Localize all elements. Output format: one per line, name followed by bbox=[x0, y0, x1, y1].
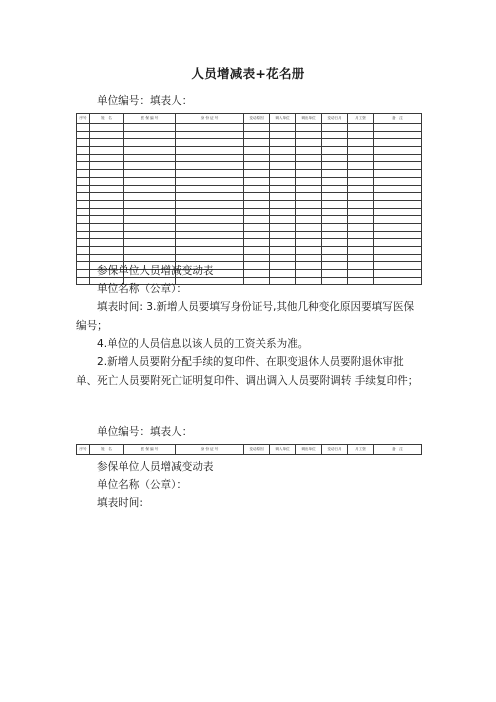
table-cell bbox=[348, 200, 374, 208]
table-cell bbox=[124, 177, 176, 185]
table-cell bbox=[348, 277, 374, 285]
table-cell bbox=[124, 185, 176, 193]
table-cell bbox=[176, 131, 244, 139]
table-cell bbox=[90, 170, 124, 178]
table-cell bbox=[296, 262, 322, 270]
table-cell bbox=[270, 177, 296, 185]
table-row bbox=[77, 139, 422, 147]
table-cell bbox=[77, 193, 90, 201]
column-header: 变动原因 bbox=[244, 445, 270, 455]
table-cell bbox=[176, 208, 244, 216]
table-cell bbox=[348, 231, 374, 239]
table-cell bbox=[77, 254, 90, 262]
table-cell bbox=[374, 147, 422, 155]
table-row bbox=[77, 193, 422, 201]
table-cell bbox=[124, 200, 176, 208]
table-cell bbox=[374, 131, 422, 139]
table-cell bbox=[90, 139, 124, 147]
table-cell bbox=[322, 262, 348, 270]
table-cell bbox=[296, 177, 322, 185]
table-cell bbox=[77, 231, 90, 239]
table-row bbox=[77, 208, 422, 216]
table-cell bbox=[374, 154, 422, 162]
table-cell bbox=[124, 193, 176, 201]
table-cell bbox=[270, 254, 296, 262]
table-cell bbox=[322, 216, 348, 224]
table-cell bbox=[374, 216, 422, 224]
document-title: 人员增减表+花名册 bbox=[191, 66, 305, 81]
table-cell bbox=[322, 170, 348, 178]
table-cell bbox=[270, 131, 296, 139]
table-row bbox=[77, 154, 422, 162]
table-row bbox=[77, 231, 422, 239]
table-cell bbox=[90, 216, 124, 224]
table-cell bbox=[348, 239, 374, 247]
table-cell bbox=[77, 247, 90, 255]
table-cell bbox=[270, 223, 296, 231]
table-cell bbox=[322, 147, 348, 155]
table-cell bbox=[374, 270, 422, 278]
table-row bbox=[77, 200, 422, 208]
note-2: 2.新增人员要附分配手续的复印件、在职变退休人员要附退休审批单、死亡人员要附死亡证明复印件、调出调入人员要附调转 手续复印件； bbox=[76, 356, 419, 387]
table-cell bbox=[348, 247, 374, 255]
column-header: 姓 名 bbox=[90, 114, 124, 124]
table-cell bbox=[244, 139, 270, 147]
table-cell bbox=[296, 124, 322, 132]
note-fill-time: 填表时间: 3.新增人员要填写身份证号,其他几种变化原因要填写医保编号； bbox=[76, 301, 415, 332]
table-cell bbox=[244, 147, 270, 155]
table-cell bbox=[90, 131, 124, 139]
table-cell bbox=[270, 193, 296, 201]
table-cell bbox=[176, 200, 244, 208]
table-header-row bbox=[77, 114, 422, 124]
table-cell bbox=[176, 223, 244, 231]
table-cell bbox=[374, 277, 422, 285]
table-cell bbox=[296, 147, 322, 155]
table-cell bbox=[244, 193, 270, 201]
table-cell bbox=[374, 193, 422, 201]
table-cell bbox=[348, 208, 374, 216]
table-cell bbox=[124, 231, 176, 239]
column-header: 序号 bbox=[77, 114, 90, 124]
table-cell bbox=[322, 200, 348, 208]
table-cell bbox=[322, 162, 348, 170]
table-cell bbox=[90, 162, 124, 170]
table-cell bbox=[90, 247, 124, 255]
table-cell bbox=[124, 131, 176, 139]
table-cell bbox=[348, 131, 374, 139]
table-cell bbox=[244, 247, 270, 255]
table-cell bbox=[124, 247, 176, 255]
table-cell bbox=[176, 247, 244, 255]
table-cell bbox=[322, 154, 348, 162]
table-cell bbox=[77, 270, 90, 278]
column-header: 序号 bbox=[77, 445, 90, 455]
table-cell bbox=[374, 170, 422, 178]
table-cell bbox=[322, 254, 348, 262]
table-cell bbox=[374, 254, 422, 262]
column-header: 变动日月 bbox=[322, 114, 348, 124]
table-cell bbox=[124, 223, 176, 231]
table-cell bbox=[90, 200, 124, 208]
table-cell bbox=[77, 147, 90, 155]
table-row bbox=[77, 239, 422, 247]
table-cell bbox=[77, 170, 90, 178]
table-cell bbox=[244, 223, 270, 231]
column-header: 姓 名 bbox=[90, 445, 124, 455]
table-cell bbox=[77, 139, 90, 147]
table-cell bbox=[244, 270, 270, 278]
table-cell bbox=[296, 231, 322, 239]
table-cell bbox=[296, 139, 322, 147]
table-cell bbox=[124, 162, 176, 170]
staff-change-table bbox=[76, 113, 422, 285]
table-cell bbox=[244, 162, 270, 170]
column-header: 身 份 证 号 bbox=[176, 445, 244, 455]
table-row bbox=[77, 124, 422, 132]
table-cell bbox=[77, 200, 90, 208]
table-cell bbox=[296, 131, 322, 139]
table-cell bbox=[374, 200, 422, 208]
table-cell bbox=[124, 139, 176, 147]
table-cell bbox=[77, 185, 90, 193]
table-cell bbox=[348, 216, 374, 224]
table-cell bbox=[322, 124, 348, 132]
table-row bbox=[77, 185, 422, 193]
table-row bbox=[77, 216, 422, 224]
table-cell bbox=[296, 208, 322, 216]
table-cell bbox=[348, 170, 374, 178]
table-cell bbox=[348, 193, 374, 201]
column-header: 变动原因 bbox=[244, 114, 270, 124]
table-cell bbox=[77, 216, 90, 224]
table-row bbox=[77, 147, 422, 155]
table-cell bbox=[322, 277, 348, 285]
form-title-1: 参保单位人员增减变动表 bbox=[97, 265, 214, 277]
table-cell bbox=[77, 277, 90, 285]
column-header: 变动日月 bbox=[322, 445, 348, 455]
table-cell bbox=[77, 124, 90, 132]
table-cell bbox=[244, 170, 270, 178]
header-line-1: 单位编号：填表人： bbox=[97, 95, 193, 107]
table-cell bbox=[77, 223, 90, 231]
table-cell bbox=[322, 223, 348, 231]
table-cell bbox=[296, 154, 322, 162]
table-cell bbox=[296, 223, 322, 231]
table-cell bbox=[176, 239, 244, 247]
table-cell bbox=[322, 231, 348, 239]
table-cell bbox=[270, 208, 296, 216]
table-cell bbox=[270, 147, 296, 155]
table-cell bbox=[244, 124, 270, 132]
table-cell bbox=[176, 170, 244, 178]
table-cell bbox=[270, 277, 296, 285]
table-cell bbox=[270, 185, 296, 193]
table-cell bbox=[374, 231, 422, 239]
table-cell bbox=[244, 239, 270, 247]
table-cell bbox=[176, 154, 244, 162]
table-cell bbox=[374, 177, 422, 185]
table-body bbox=[77, 124, 422, 285]
table-cell bbox=[176, 162, 244, 170]
table-cell bbox=[244, 185, 270, 193]
table-row bbox=[77, 177, 422, 185]
table-header-row bbox=[77, 445, 422, 455]
table-cell bbox=[348, 262, 374, 270]
table-cell bbox=[77, 177, 90, 185]
table-cell bbox=[124, 170, 176, 178]
table-cell bbox=[348, 124, 374, 132]
table-cell bbox=[90, 185, 124, 193]
table-cell bbox=[176, 177, 244, 185]
table-cell bbox=[270, 262, 296, 270]
table-cell bbox=[176, 231, 244, 239]
table-cell bbox=[90, 223, 124, 231]
table-row bbox=[77, 247, 422, 255]
table-cell bbox=[374, 223, 422, 231]
table-cell bbox=[374, 239, 422, 247]
column-header: 调入单位 bbox=[270, 114, 296, 124]
table-cell bbox=[124, 154, 176, 162]
table-cell bbox=[296, 270, 322, 278]
table-cell bbox=[296, 200, 322, 208]
form-title-2: 参保单位人员增减变动表 bbox=[97, 461, 214, 473]
table-cell bbox=[270, 216, 296, 224]
table-cell bbox=[124, 208, 176, 216]
table-cell bbox=[176, 124, 244, 132]
table-cell bbox=[348, 147, 374, 155]
table-cell bbox=[270, 139, 296, 147]
table-cell bbox=[348, 254, 374, 262]
table-row bbox=[77, 223, 422, 231]
header-line-2: 单位编号：填表人： bbox=[97, 426, 193, 438]
table-cell bbox=[244, 154, 270, 162]
column-header: 身 份 证 号 bbox=[176, 114, 244, 124]
table-cell bbox=[270, 162, 296, 170]
table-cell bbox=[244, 216, 270, 224]
table-cell bbox=[374, 162, 422, 170]
table-cell bbox=[244, 262, 270, 270]
table-cell bbox=[322, 177, 348, 185]
fill-time-line-2: 填表时间: bbox=[97, 497, 143, 509]
table-cell bbox=[270, 239, 296, 247]
table-cell bbox=[348, 162, 374, 170]
table-cell bbox=[176, 254, 244, 262]
table-cell bbox=[348, 185, 374, 193]
table-cell bbox=[77, 154, 90, 162]
table-cell bbox=[322, 131, 348, 139]
table-cell bbox=[90, 124, 124, 132]
table-cell bbox=[348, 223, 374, 231]
table-cell bbox=[374, 247, 422, 255]
table-cell bbox=[176, 216, 244, 224]
table-cell bbox=[270, 170, 296, 178]
table-cell bbox=[90, 177, 124, 185]
column-header: 月工资 bbox=[348, 445, 374, 455]
table-cell bbox=[374, 139, 422, 147]
table-row bbox=[77, 162, 422, 170]
table-cell bbox=[270, 154, 296, 162]
table-row bbox=[77, 170, 422, 178]
table-cell bbox=[77, 131, 90, 139]
table-cell bbox=[322, 270, 348, 278]
table-cell bbox=[244, 131, 270, 139]
table-cell bbox=[90, 254, 124, 262]
table-cell bbox=[77, 208, 90, 216]
table-cell bbox=[176, 193, 244, 201]
table-cell bbox=[90, 147, 124, 155]
table-cell bbox=[374, 124, 422, 132]
column-header: 月工资 bbox=[348, 114, 374, 124]
table-cell bbox=[244, 200, 270, 208]
table-cell bbox=[348, 154, 374, 162]
table-row bbox=[77, 254, 422, 262]
table-cell bbox=[244, 254, 270, 262]
table-cell bbox=[296, 170, 322, 178]
table-cell bbox=[77, 239, 90, 247]
table-cell bbox=[244, 177, 270, 185]
table-cell bbox=[322, 239, 348, 247]
table-row bbox=[77, 131, 422, 139]
table-cell bbox=[176, 185, 244, 193]
note-4: 4.单位的人员信息以该人员的工资关系为准。 bbox=[97, 338, 309, 350]
table-cell bbox=[176, 147, 244, 155]
column-header: 备 注 bbox=[374, 445, 422, 455]
table-cell bbox=[296, 254, 322, 262]
column-header: 调出单位 bbox=[296, 114, 322, 124]
table-cell bbox=[374, 208, 422, 216]
table-cell bbox=[322, 139, 348, 147]
table-cell bbox=[124, 216, 176, 224]
table-cell bbox=[244, 208, 270, 216]
column-header: 医 保 编 号 bbox=[124, 114, 176, 124]
table-cell bbox=[348, 177, 374, 185]
table-cell bbox=[270, 124, 296, 132]
table-cell bbox=[90, 231, 124, 239]
column-header: 医 保 编 号 bbox=[124, 445, 176, 455]
table-cell bbox=[90, 154, 124, 162]
table-cell bbox=[244, 231, 270, 239]
table-cell bbox=[348, 139, 374, 147]
table-cell bbox=[348, 270, 374, 278]
table-cell bbox=[296, 277, 322, 285]
unit-name-line-1: 单位名称（公章）： bbox=[97, 283, 188, 295]
table-cell bbox=[270, 231, 296, 239]
table-cell bbox=[244, 277, 270, 285]
table-cell bbox=[322, 247, 348, 255]
table-cell bbox=[322, 185, 348, 193]
table-cell bbox=[322, 193, 348, 201]
table-cell bbox=[322, 208, 348, 216]
table-cell bbox=[296, 193, 322, 201]
table-cell bbox=[296, 162, 322, 170]
table-cell bbox=[270, 247, 296, 255]
table-cell bbox=[124, 147, 176, 155]
table-cell bbox=[270, 200, 296, 208]
table-cell bbox=[374, 262, 422, 270]
table-cell bbox=[296, 239, 322, 247]
table-cell bbox=[296, 247, 322, 255]
table-cell bbox=[374, 185, 422, 193]
column-header: 调入单位 bbox=[270, 445, 296, 455]
table-cell bbox=[124, 124, 176, 132]
table-cell bbox=[77, 162, 90, 170]
table-cell bbox=[270, 270, 296, 278]
column-header: 调出单位 bbox=[296, 445, 322, 455]
table-cell bbox=[296, 216, 322, 224]
table-cell bbox=[124, 254, 176, 262]
table-cell bbox=[77, 262, 90, 270]
staff-change-table-2 bbox=[76, 444, 422, 455]
table-cell bbox=[124, 239, 176, 247]
table-cell bbox=[90, 239, 124, 247]
unit-name-line-2: 单位名称（公章）： bbox=[97, 479, 188, 491]
column-header: 备 注 bbox=[374, 114, 422, 124]
table-cell bbox=[296, 185, 322, 193]
table-cell bbox=[90, 208, 124, 216]
table-cell bbox=[90, 193, 124, 201]
table-cell bbox=[176, 139, 244, 147]
